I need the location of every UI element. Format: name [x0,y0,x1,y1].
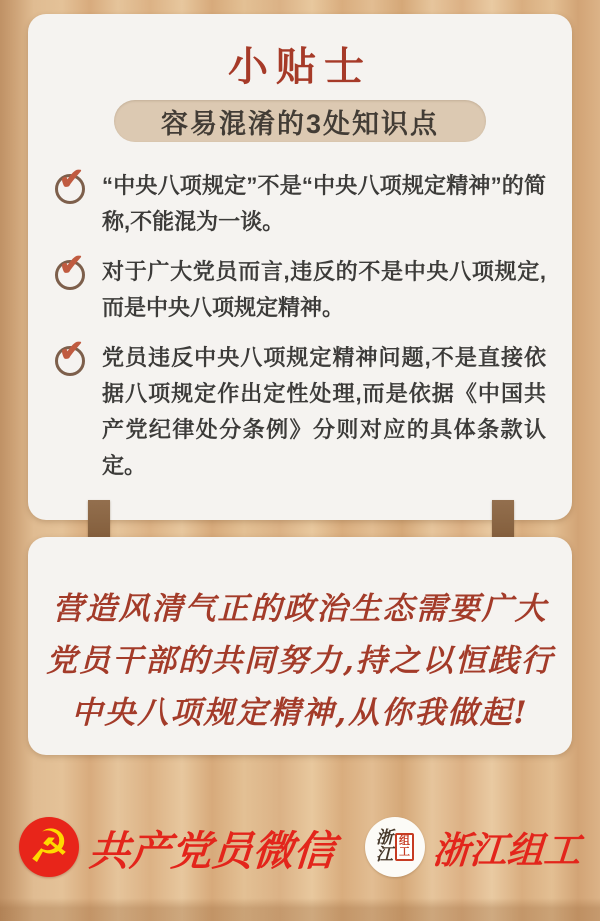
checkmark-glyph: ✔ [59,163,85,196]
list-item [54,335,546,484]
checkmark-glyph: ✔ [59,249,85,282]
seal-left-chars [376,830,393,864]
seal-stamp-char: 工 [399,846,410,858]
tips-title: 小贴士 [228,43,372,90]
brand-left: 共产党员微信 [87,826,337,875]
seal-char: 浙 [376,828,393,848]
list-item [54,163,546,240]
footer [0,812,600,882]
tip-text: 党员违反中央八项规定精神问题,不是直接依据八项规定作出定性处理,而是依据《中国共产党纪律处分条例》分则对应的具体条款认定。 [102,345,546,478]
tip-text: “中央八项规定”不是“中央八项规定精神”的简称,不能混为一谈。 [102,173,546,234]
slogan [28,537,572,739]
checkmark-glyph: ✔ [59,335,85,368]
checkmark-icon [54,335,92,378]
checkmark-icon [54,249,92,292]
tip-text: 对于广大党员而言,违反的不是中央八项规定,而是中央八项规定精神。 [102,259,546,320]
list-item [54,249,546,326]
slogan-card [28,537,572,755]
seal-stamp-char: 组 [399,835,410,847]
seal-stamp [395,833,414,861]
seal-char: 江 [376,845,393,865]
slogan-line: 中央八项规定精神,从你我做起! [71,695,529,731]
tips-banner [114,100,486,142]
tips-card [28,14,572,520]
checkmark-icon [54,163,92,206]
party-emblem-icon [19,817,79,877]
tips-list [54,163,546,484]
zhejiang-seal-icon [365,817,425,877]
tips-banner-label: 容易混淆的3处知识点 [160,108,440,139]
hammer-and-sickle-icon: ☭ [28,819,70,872]
slogan-line: 营造风清气正的政治生态需要广大 [52,591,548,627]
slogan-line: 党员干部的共同努力,持之以恒践行 [46,643,554,679]
brand-right: 浙江组工 [431,828,583,872]
